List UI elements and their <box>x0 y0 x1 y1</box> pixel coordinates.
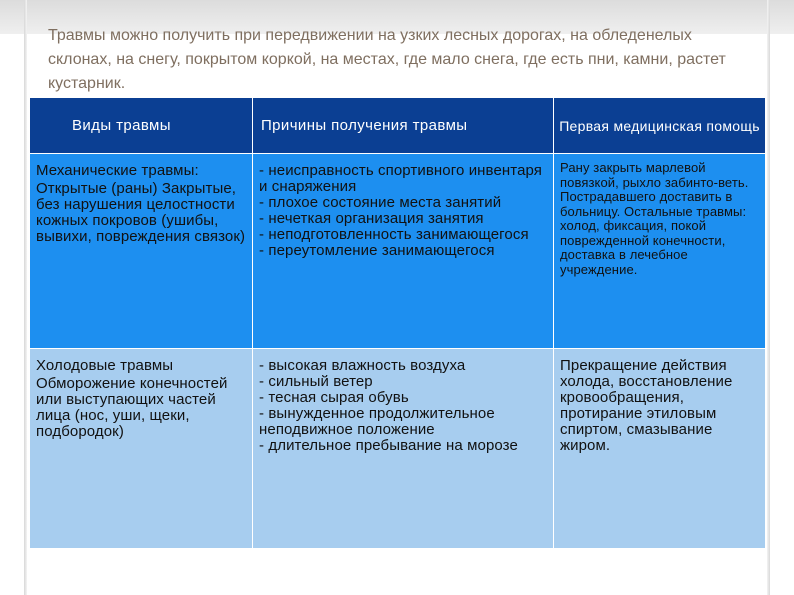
cause-item: - нечеткая организация занятия <box>259 210 484 227</box>
cold-aid-text: Прекращение действия холода, восстановление кровообращения, протирание этиловым спиртом, смазывание жиром. <box>560 357 733 454</box>
cause-item: - длительное пребывание на морозе <box>259 437 518 454</box>
slide-right-edge <box>767 0 770 595</box>
cell-cold-causes <box>253 349 554 549</box>
cell-mechanical-type <box>30 154 253 349</box>
mechanical-aid-text: Рану закрыть марлевой повязкой, рыхло забинто-веть. Пострадавшего доставить в больницу. Остальные травмы: холод, фиксация, покой поврежденной конечности, доставка в лечебное учреждение. <box>560 160 749 277</box>
mechanical-type-text: Открытые (раны) Закрытые, без нарушения целостности кожных покровов (ушибы, вывихи, повреждения связок) <box>36 180 246 245</box>
cause-item: - сильный ветер <box>259 373 373 390</box>
slide-left-edge <box>24 0 27 595</box>
cause-item: - тесная сырая обувь <box>259 389 409 406</box>
cause-item: - вынужденное продолжительное неподвижное положение <box>259 405 495 438</box>
intro-text: Травмы можно получить при передвижении на узких лесных дорогах, на обледенелых склонах, на снегу, покрытом коркой, на местах, где мало снега, где есть пни, камни, растет кустарник. <box>48 27 726 92</box>
table-row-mechanical <box>30 154 766 349</box>
cause-item: - неисправность спортивного инвентаря и снаряжения <box>259 162 543 195</box>
cell-mechanical-causes <box>253 154 554 349</box>
cause-item: - переутомление занимающегося <box>259 242 495 259</box>
cause-item: - высокая влажность воздуха <box>259 357 466 374</box>
table-row-cold <box>30 349 766 549</box>
injuries-table <box>29 97 766 549</box>
mechanical-type-title: Механические травмы: <box>36 162 199 179</box>
cell-cold-type <box>30 349 253 549</box>
header-causes: Причины получения травмы <box>253 98 554 154</box>
header-injury-types: Виды травмы <box>30 98 253 154</box>
header-first-aid: Первая медицинская помощь <box>554 98 766 154</box>
cold-type-text: Обморожение конечностей или выступающих частей лица (нос, уши, щеки, подбородок) <box>36 375 228 440</box>
cell-cold-aid <box>554 349 766 549</box>
table-header-row <box>30 98 766 154</box>
cause-item: - плохое состояние места занятий <box>259 194 502 211</box>
cause-item: - неподготовленность занимающегося <box>259 226 529 243</box>
cell-mechanical-aid <box>554 154 766 349</box>
cold-type-title: Холодовые травмы <box>36 357 174 374</box>
